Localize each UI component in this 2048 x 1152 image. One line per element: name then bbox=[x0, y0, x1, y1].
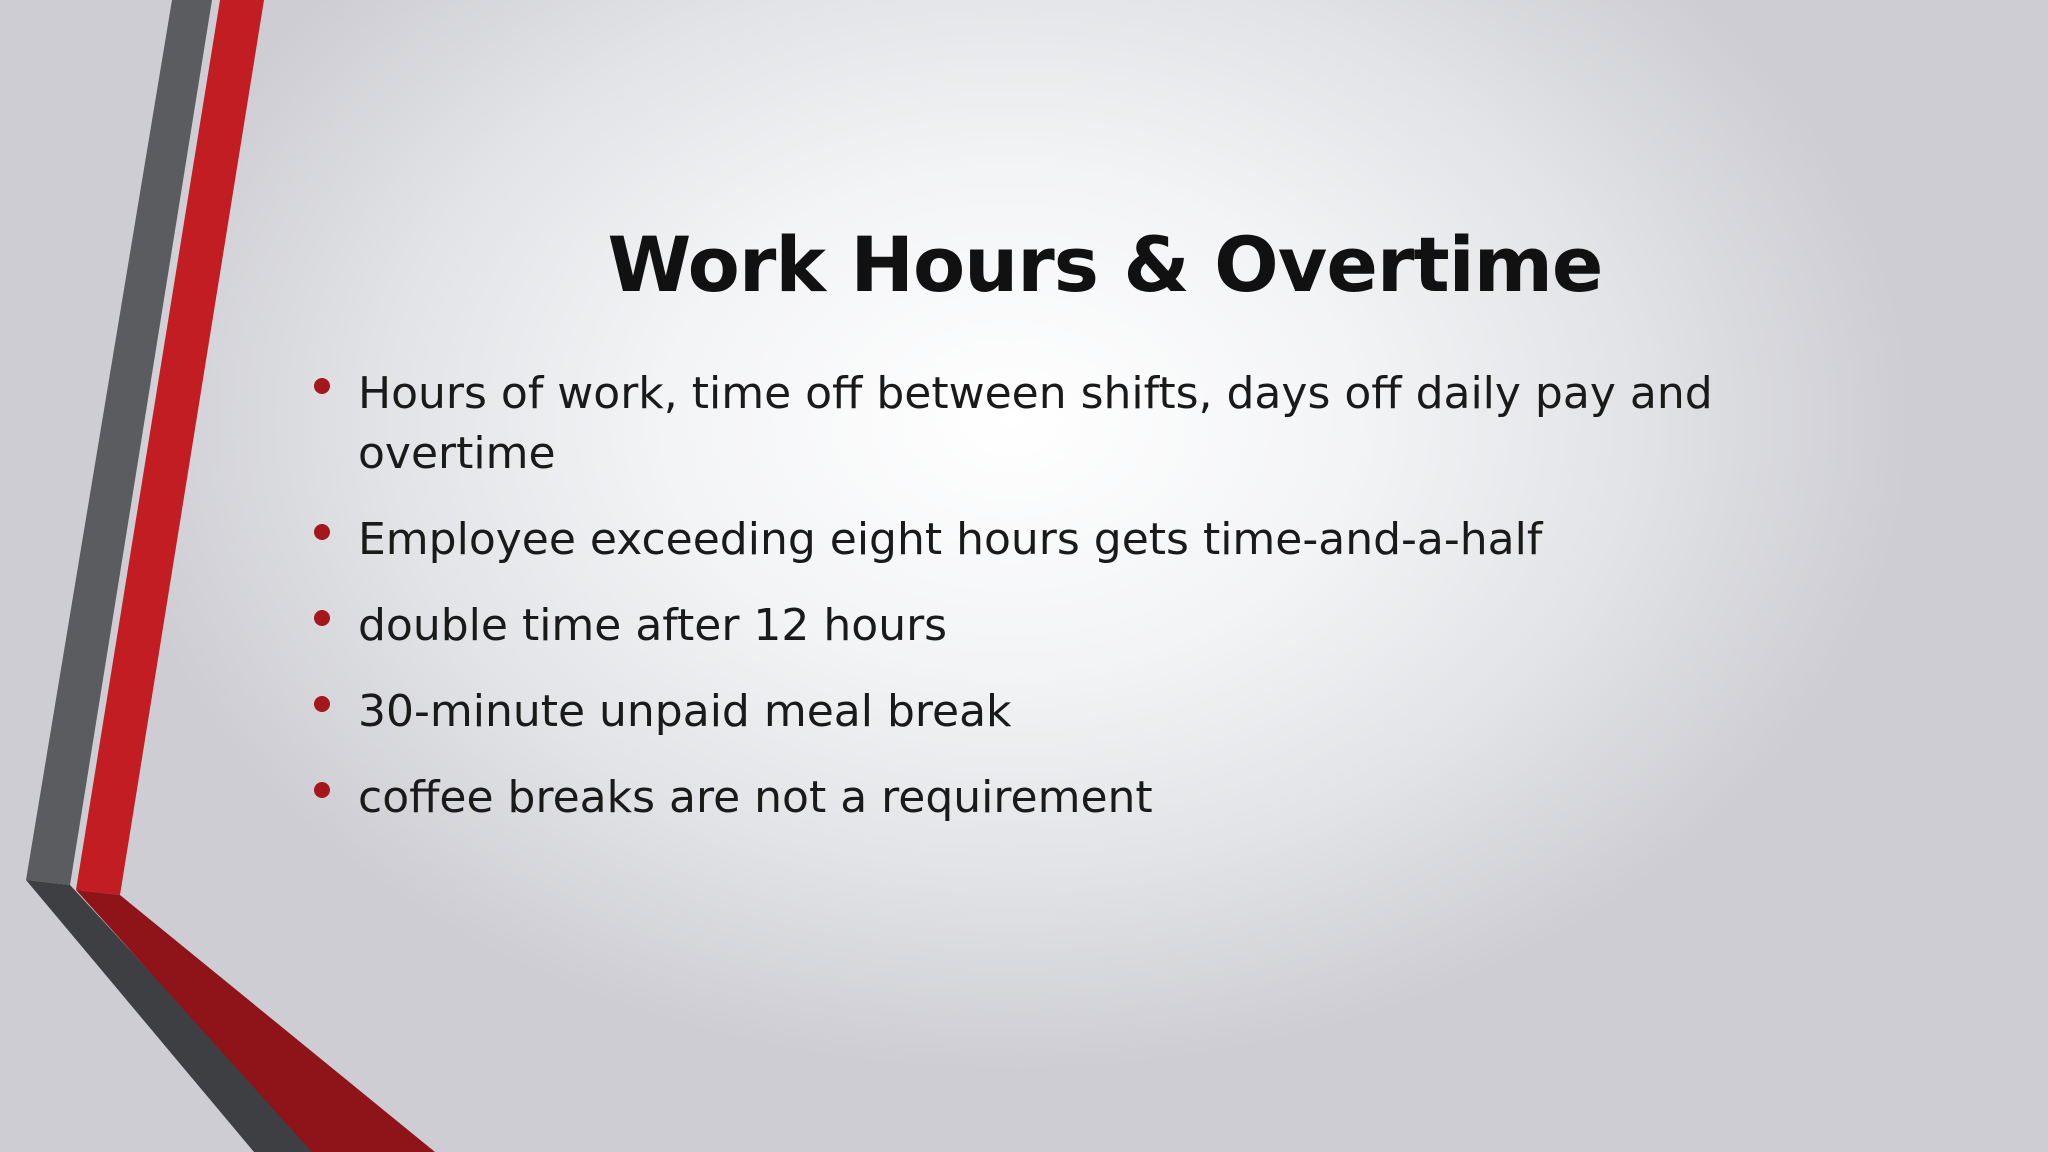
bullet-item bbox=[310, 768, 1730, 828]
bullet-dot bbox=[314, 524, 330, 540]
bullet-dot bbox=[314, 378, 330, 394]
bullet-list bbox=[310, 364, 1730, 854]
bullet-text: Employee exceeding eight hours gets time-and-a-half bbox=[358, 514, 1543, 565]
bullet-item bbox=[310, 510, 1730, 570]
bullet-item bbox=[310, 682, 1730, 742]
bullet-text: coffee breaks are not a requirement bbox=[358, 772, 1153, 823]
gray-stripe-lower bbox=[26, 880, 316, 1152]
bullet-dot bbox=[314, 782, 330, 798]
bullet-text: Hours of work, time off between shifts, days off daily pay and overtime bbox=[358, 368, 1713, 479]
bullet-item bbox=[310, 596, 1730, 656]
slide-title: Work Hours & Overtime bbox=[607, 220, 1603, 309]
bullet-text: 30-minute unpaid meal break bbox=[358, 686, 1012, 737]
bullet-dot bbox=[314, 610, 330, 626]
bullet-dot bbox=[314, 696, 330, 712]
bullet-item bbox=[310, 364, 1730, 484]
bullet-text: double time after 12 hours bbox=[358, 600, 948, 651]
